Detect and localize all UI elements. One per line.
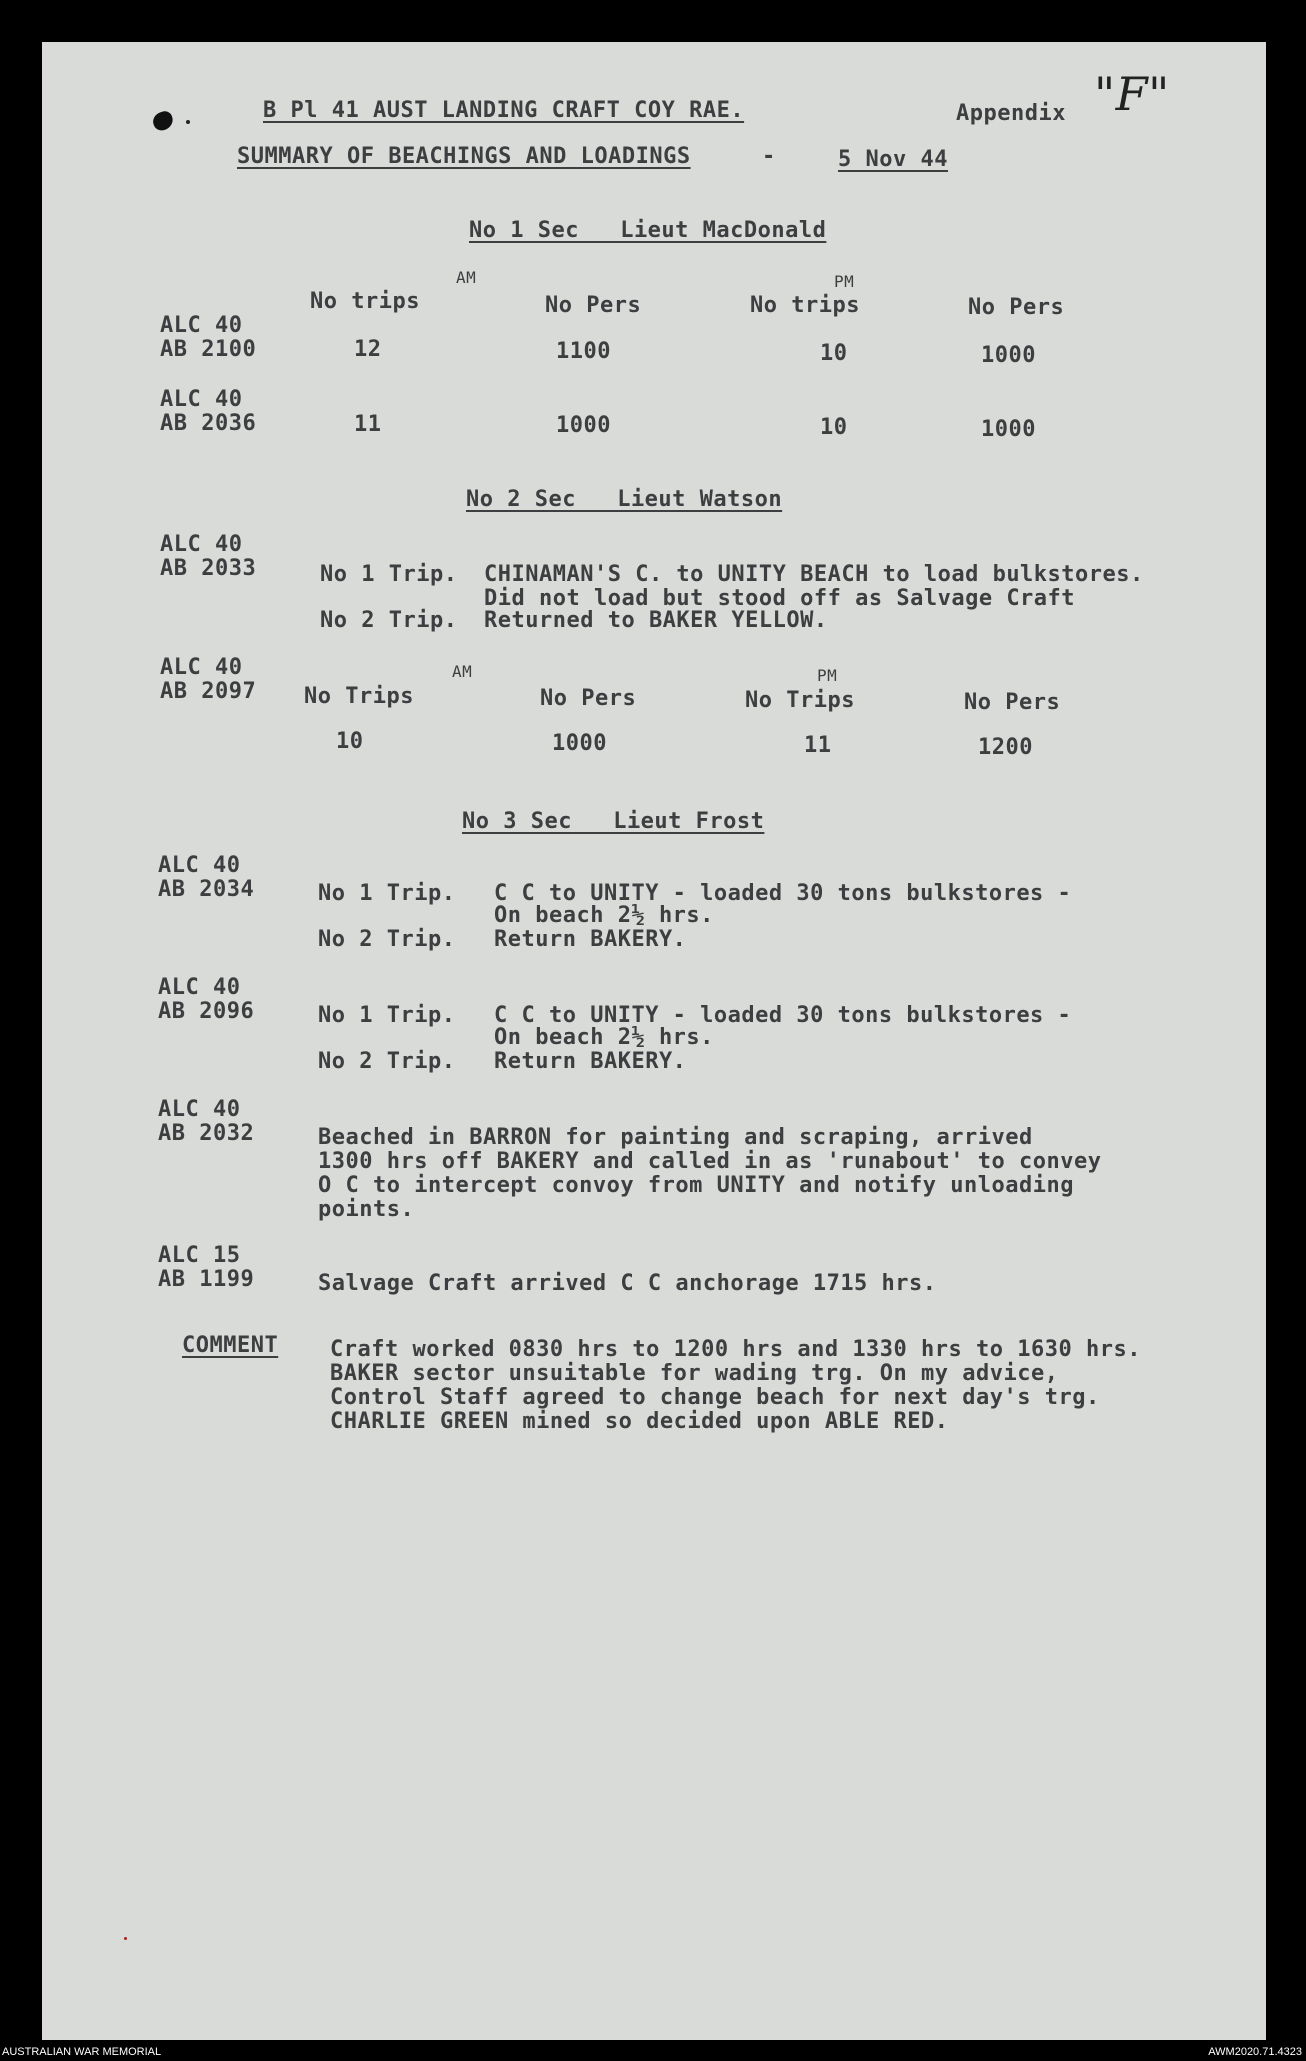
craft-class: ALC 40 [158,1097,241,1122]
craft-number: AB 2033 [160,556,257,581]
am-pers-value: 1100 [556,339,611,364]
remarks-line: Salvage Craft arrived C C anchorage 1715 hrs. [318,1271,937,1296]
remarks-line: 1300 hrs off BAKERY and called in as 'runabout' to convey [318,1149,1102,1174]
col-pm-trips: No trips [750,293,860,318]
pm-trips-value: 10 [820,415,848,440]
section-1-title: No 1 Sec Lieut MacDonald [469,218,827,243]
comment-line: Control Staff agreed to change beach for next day's trg. [330,1385,1100,1410]
ink-speck [124,1937,127,1940]
craft-class: ALC 40 [160,532,243,557]
trip-label: No 1 Trip. [318,1003,456,1028]
trip-text-continued: On beach 2½ hrs. [494,1025,714,1050]
craft-class: ALC 40 [160,387,243,412]
pm-pers-value: 1200 [978,735,1033,760]
remarks-line: Beached in BARRON for painting and scraping, arrived [318,1125,1033,1150]
am-pers-value: 1000 [556,413,611,438]
comment-line: Craft worked 0830 hrs to 1200 hrs and 1330 hrs to 1630 hrs. [330,1337,1141,1362]
remarks-line: O C to intercept convoy from UNITY and notify unloading [318,1173,1074,1198]
am-label: AM [452,662,473,681]
am-trips-value: 12 [354,337,382,362]
craft-class: ALC 15 [158,1243,241,1268]
pm-label: PM [817,666,838,685]
craft-class: ALC 40 [158,975,241,1000]
am-label: AM [456,268,477,287]
remarks-line: points. [318,1197,415,1222]
trip-text: Returned to BAKER YELLOW. [484,608,828,633]
document-page [42,42,1266,2040]
footer-accession-number: AWM2020.71.4323 [1208,2046,1302,2058]
trip-text-continued: Did not load but stood off as Salvage Craft [484,586,1076,611]
col-am-trips: No trips [310,289,420,314]
craft-class: ALC 40 [160,313,243,338]
trip-label: No 2 Trip. [318,1049,456,1074]
summary-title: SUMMARY OF BEACHINGS AND LOADINGS [237,144,691,169]
am-trips-value: 11 [354,412,382,437]
craft-number: AB 1199 [158,1267,255,1292]
trip-text: C C to UNITY - loaded 30 tons bulkstores - [494,1003,1072,1028]
craft-number: AB 2032 [158,1121,255,1146]
appendix-letter: "F" [1094,67,1170,121]
trip-text: CHINAMAN'S C. to UNITY BEACH to load bulkstores. [484,562,1144,587]
ink-speck [186,120,190,124]
col-pm-pers: No Pers [964,690,1061,715]
pm-trips-value: 10 [820,341,848,366]
craft-number: AB 2097 [160,679,257,704]
trip-text: Return BAKERY. [494,1049,687,1074]
craft-number: AB 2036 [160,411,257,436]
trip-label: No 1 Trip. [320,562,458,587]
unit-heading: B Pl 41 AUST LANDING CRAFT COY RAE. [263,98,745,123]
pm-pers-value: 1000 [981,417,1036,442]
footer-source: AUSTRALIAN WAR MEMORIAL [2,2046,162,2058]
col-am-pers: No Pers [545,293,642,318]
comment-line: BAKER sector unsuitable for wading trg. On my advice, [330,1361,1059,1386]
appendix-label: Appendix [956,101,1066,126]
summary-dash: - [762,144,776,169]
col-pm-pers: No Pers [968,295,1065,320]
am-pers-value: 1000 [552,731,607,756]
col-am-pers: No Pers [540,686,637,711]
trip-label: No 1 Trip. [318,881,456,906]
col-pm-trips: No Trips [745,688,855,713]
am-trips-value: 10 [336,729,364,754]
trip-label: No 2 Trip. [318,927,456,952]
section-3-title: No 3 Sec Lieut Frost [462,809,765,834]
craft-number: AB 2096 [158,999,255,1024]
trip-text: Return BAKERY. [494,927,687,952]
summary-date: 5 Nov 44 [838,147,948,172]
comment-label: COMMENT [182,1333,279,1358]
pm-pers-value: 1000 [981,343,1036,368]
punch-hole [151,109,176,133]
comment-line: CHARLIE GREEN mined so decided upon ABLE RED. [330,1409,949,1434]
col-am-trips: No Trips [304,684,414,709]
craft-class: ALC 40 [158,853,241,878]
craft-number: AB 2034 [158,877,255,902]
craft-class: ALC 40 [160,655,243,680]
section-2-title: No 2 Sec Lieut Watson [466,487,783,512]
craft-number: AB 2100 [160,337,257,362]
trip-text-continued: On beach 2½ hrs. [494,903,714,928]
pm-label: PM [834,272,855,291]
trip-label: No 2 Trip. [320,608,458,633]
trip-text: C C to UNITY - loaded 30 tons bulkstores - [494,881,1072,906]
pm-trips-value: 11 [804,733,832,758]
